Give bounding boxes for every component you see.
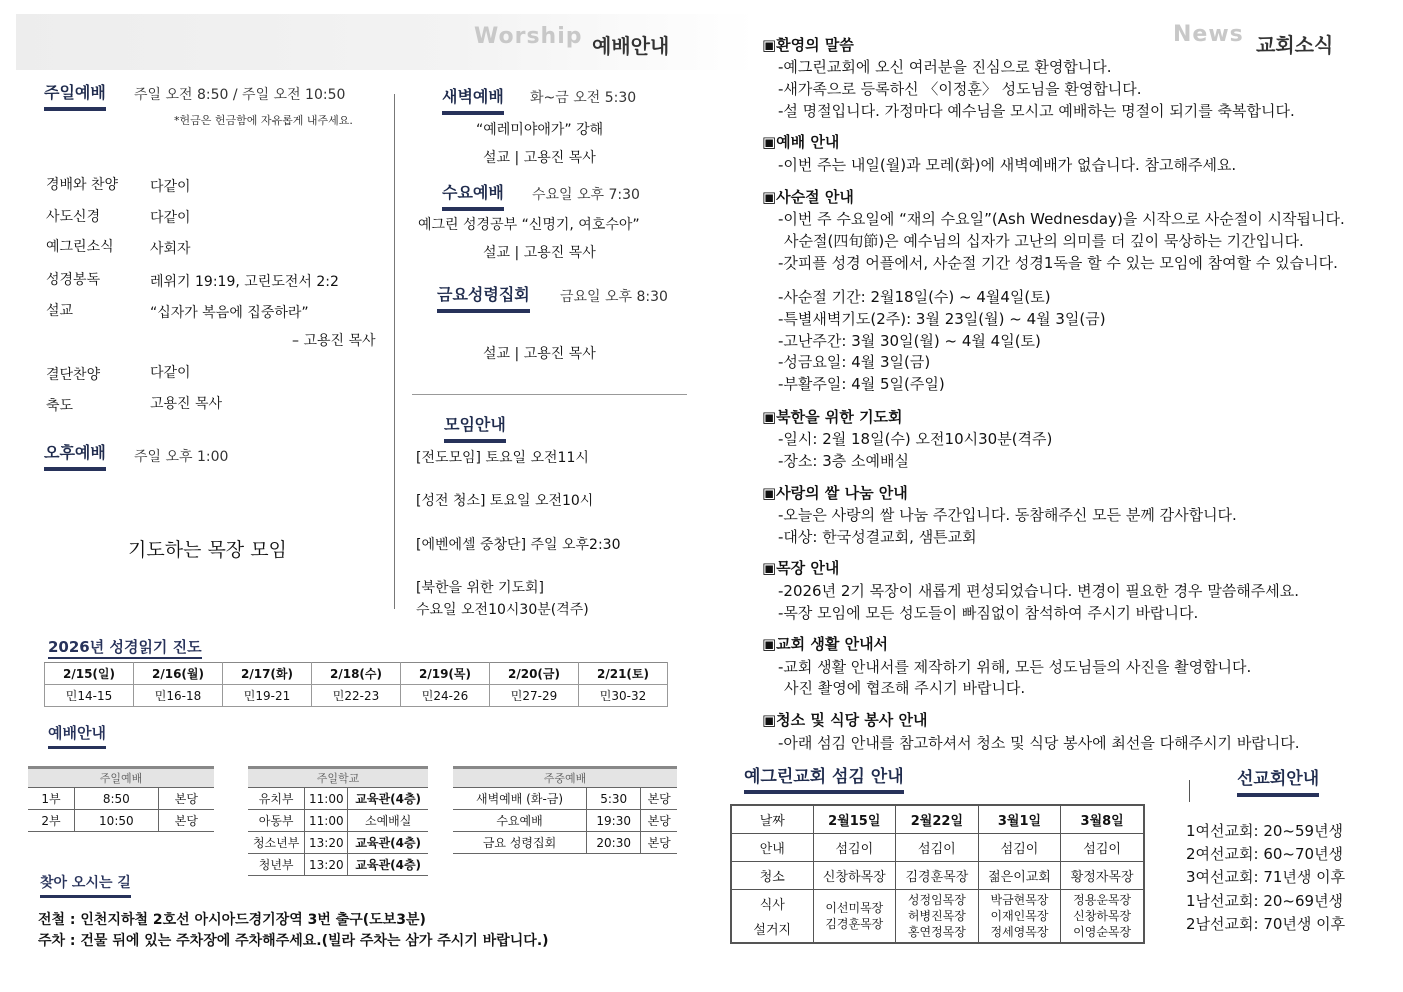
cell: 황정자목장: [1061, 861, 1144, 889]
cell: 청소: [731, 861, 813, 889]
meal-label: 식사: [759, 897, 785, 913]
cell: 11:00: [305, 788, 348, 810]
cell: 본당: [158, 788, 214, 810]
cell: 2월22일: [896, 805, 979, 833]
news-line: -일시: 2월 18일(수) 오전10시30분(격주): [778, 430, 1053, 448]
news-line: -오늘은 사랑의 쌀 나눔 주간입니다. 동참해주신 모든 분께 감사합니다.: [778, 506, 1237, 524]
order-label: 성경봉독: [46, 272, 101, 288]
cell: 젊은이교회: [978, 861, 1061, 889]
table-row: [28, 810, 214, 832]
cell: [731, 889, 813, 943]
order-value: 다같이: [150, 365, 191, 381]
news-line: -특별새벽기도(2주): 3월 23일(월) ~ 4월 3일(금): [778, 310, 1106, 328]
news-line: -고난주간: 3월 30일(월) ~ 4월 4일(토): [778, 332, 1041, 350]
meeting-item: 수요일 오전10시30분(격주): [416, 602, 589, 618]
afternoon-worship-title: 오후예배: [44, 440, 106, 471]
meeting-item: [에벤에셀 중창단] 주일 오후2:30: [416, 537, 621, 553]
cell: 신창하목장: [813, 861, 896, 889]
wednesday-worship-topic: 예그린 성경공부 “신명기, 여호수아”: [418, 217, 640, 233]
cell: 아동부: [248, 810, 305, 832]
reading-range: 민16-18: [134, 685, 223, 707]
meal-team: 신창하목장: [1073, 908, 1132, 923]
cell: 유치부: [248, 788, 305, 810]
directions-parking: 주차 : 건물 뒤에 있는 주차장에 주차해주세요.(빌라 주차는 삼가 주시기 바랍니다.): [38, 933, 549, 949]
service-table: [730, 804, 1145, 944]
service-title: 예그린교회 섬김 안내: [744, 762, 904, 794]
offering-note: *헌금은 헌금함에 자유롭게 내주세요.: [174, 114, 353, 127]
meeting-item: [성전 청소] 토요일 오전10시: [416, 493, 594, 509]
reading-date: 2/17(화): [223, 663, 312, 685]
cell: 8:50: [74, 788, 158, 810]
cell: 5:30: [587, 788, 641, 810]
news-header-en: News: [1173, 22, 1244, 47]
news-title: ▣북한을 위한 기도회: [762, 408, 903, 426]
order-label: 설교: [46, 303, 74, 319]
reading-range: 민30-32: [579, 685, 668, 707]
cell: [813, 889, 896, 943]
directions-subway: 전철 : 인천지하철 2호선 아시아드경기장역 3번 출구(도보3분): [38, 912, 426, 928]
news-title: ▣예배 안내: [762, 133, 840, 151]
table-row: [248, 788, 428, 810]
wednesday-worship-time: 수요일 오후 7:30: [532, 187, 640, 203]
mission-item: 1남선교회: 20~69년생: [1186, 892, 1344, 910]
sunday-worship-table: [28, 766, 214, 832]
friday-worship-time: 금요일 오후 8:30: [560, 289, 668, 305]
mission-item: 3여선교회: 71년생 이후: [1186, 868, 1346, 886]
order-label: 경배와 찬양: [46, 177, 119, 193]
order-label: 축도: [46, 398, 74, 414]
friday-worship-title: 금요성령집회: [437, 282, 530, 313]
news-header-ko: 교회소식: [1256, 33, 1334, 57]
cell: 소예배실: [348, 810, 428, 832]
news-line: -예그린교회에 오신 여러분을 진심으로 환영합니다.: [778, 58, 1112, 76]
cell: 교육관(4층): [348, 832, 428, 854]
table-row: [28, 788, 214, 810]
order-value: 사회자: [150, 241, 191, 257]
reading-date: 2/20(금): [490, 663, 579, 685]
news-line: -2026년 2기 목장이 새롭게 편성되었습니다. 변경이 필요한 경우 말씀해주세요.: [778, 582, 1300, 600]
cell: 섬김이: [896, 833, 979, 861]
cell: 3월1일: [978, 805, 1061, 833]
news-line: -장소: 3층 소예배실: [778, 452, 909, 470]
reading-date: 2/19(목): [401, 663, 490, 685]
news-line: 사순절(四旬節)은 예수님의 십자가 고난의 의미를 더 깊이 묵상하는 기간입니다.: [784, 232, 1304, 250]
news-line: -이번 주는 내일(월)과 모레(화)에 새벽예배가 없습니다. 참고해주세요.: [778, 156, 1237, 174]
cell: 2월15일: [813, 805, 896, 833]
mission-divider: [1189, 780, 1190, 802]
afternoon-worship-time: 주일 오후 1:00: [134, 449, 229, 465]
mission-title: 선교회안내: [1237, 764, 1319, 797]
dawn-worship-topic: “예레미야애가” 강해: [476, 122, 604, 138]
cell: 교육관(4층): [348, 854, 428, 876]
news-line: -성금요일: 4월 3일(금): [778, 353, 931, 371]
news-line: 사진 촬영에 협조해 주시기 바랍니다.: [784, 679, 1026, 697]
cell: 본당: [641, 788, 677, 810]
table-row: [248, 810, 428, 832]
table-header: 주일예배: [28, 768, 214, 788]
meetings-title: 모임안내: [444, 412, 506, 443]
cell: 11:00: [305, 810, 348, 832]
reading-range: 민27-29: [490, 685, 579, 707]
cell: 날짜: [731, 805, 813, 833]
table-row: [731, 833, 1144, 861]
cell: 섬김이: [1061, 833, 1144, 861]
cell: 안내: [731, 833, 813, 861]
cell: 10:50: [74, 810, 158, 832]
news-title: ▣사순절 안내: [762, 188, 854, 206]
meal-team: 이재인목장: [990, 908, 1049, 923]
reading-range: 민14-15: [45, 685, 134, 707]
news-line: -갓피플 성경 어플에서, 사순절 기간 성경1독을 할 수 있는 모임에 참여할 수 있습니다.: [778, 254, 1338, 272]
reading-range: 민22-23: [312, 685, 401, 707]
cell: 13:20: [305, 854, 348, 876]
meal-team: 김경훈목장: [825, 916, 884, 931]
reading-date: 2/15(일): [45, 663, 134, 685]
table-header: 주일학교: [248, 768, 428, 788]
cell: 20:30: [587, 832, 641, 854]
order-value: 고용진 목사: [150, 396, 223, 412]
dawn-worship-title: 새벽예배: [442, 84, 504, 115]
cell: 교육관(4층): [348, 788, 428, 810]
cell: 1부: [28, 788, 74, 810]
order-label: 결단찬양: [46, 367, 101, 383]
order-label: 예그린소식: [46, 239, 114, 255]
wednesday-worship-preacher: 설교 | 고용진 목사: [483, 245, 596, 261]
mission-item: 2여선교회: 60~70년생: [1186, 845, 1344, 863]
news-line: -부활주일: 4월 5일(주일): [778, 375, 945, 393]
weekday-worship-table: [453, 766, 677, 854]
meal-team: 정세영목장: [990, 924, 1049, 939]
cell: 섬김이: [813, 833, 896, 861]
table-row: [453, 788, 677, 810]
directions-title: 찾아 오시는 길: [40, 872, 131, 898]
worship-header-ko: 예배안내: [592, 34, 670, 58]
column-divider: [394, 94, 395, 609]
meal-team: 허병진목장: [907, 908, 966, 923]
worship-header-en: Worship: [474, 24, 583, 49]
cell: [978, 889, 1061, 943]
dawn-worship-preacher: 설교 | 고용진 목사: [483, 150, 596, 166]
news-line: -목장 모임에 모든 성도들이 빠짐없이 참석하여 주시기 바랍니다.: [778, 604, 1199, 622]
cell: 2부: [28, 810, 74, 832]
table-row: [248, 832, 428, 854]
table-row: [731, 861, 1144, 889]
order-value: 레위기 19:19, 고린도전서 2:2: [150, 274, 339, 290]
news-line: -아래 섬김 안내를 참고하셔서 청소 및 식당 봉사에 최선을 다해주시기 바랍니다.: [778, 734, 1300, 752]
news-title: ▣교회 생활 안내서: [762, 635, 889, 653]
meal-team: 정용운목장: [1073, 892, 1132, 907]
meal-team: 홍연정목장: [907, 924, 966, 939]
meal-team: 박금현목장: [990, 892, 1049, 907]
news-line: -사순절 기간: 2월18일(수) ~ 4월4일(토): [778, 288, 1051, 306]
cell: [896, 889, 979, 943]
meal-team: 이영순목장: [1073, 924, 1132, 939]
reading-date: 2/21(토): [579, 663, 668, 685]
news-line: -대상: 한국성결교회, 샘튼교회: [778, 528, 977, 546]
cell: 13:20: [305, 832, 348, 854]
cell: 본당: [641, 832, 677, 854]
meal-team: 성정임목장: [907, 892, 966, 907]
table-row: [731, 889, 1144, 943]
reading-date: 2/18(수): [312, 663, 401, 685]
order-value: “십자가 복음에 집중하라”: [150, 305, 309, 321]
reading-range: 민24-26: [401, 685, 490, 707]
news-line: -새가족으로 등록하신 〈이정훈〉 성도님을 환영합니다.: [778, 80, 1142, 98]
cell: 청소년부: [248, 832, 305, 854]
reading-range: 민19-21: [223, 685, 312, 707]
cell: 19:30: [587, 810, 641, 832]
news-title: ▣청소 및 식당 봉사 안내: [762, 711, 928, 729]
cell: 3월8일: [1061, 805, 1144, 833]
news-line: -이번 주 수요일에 “재의 수요일”(Ash Wednesday)을 시작으로 사순절이 시작됩니다.: [778, 210, 1345, 228]
cell: 김경훈목장: [896, 861, 979, 889]
sunday-school-table: [248, 766, 428, 876]
cell: 새벽예배 (화-금): [453, 788, 587, 810]
table-row: [453, 810, 677, 832]
order-value: 다같이: [150, 179, 191, 195]
news-title: ▣사랑의 쌀 나눔 안내: [762, 484, 908, 502]
table-header: 주중예배: [453, 768, 677, 788]
friday-worship-preacher: 설교 | 고용진 목사: [483, 346, 596, 362]
sunday-worship-times: 주일 오전 8:50 / 주일 오전 10:50: [134, 87, 346, 103]
mission-item: 2남선교회: 70년생 이후: [1186, 915, 1346, 933]
meeting-item: [북한을 위한 기도회]: [416, 580, 545, 596]
meal-team: 이선미목장: [825, 900, 884, 915]
cell: 본당: [158, 810, 214, 832]
news-line: -설 명절입니다. 가정마다 예수님을 모시고 예배하는 명절이 되기를 축복합니다.: [778, 102, 1295, 120]
mission-item: 1여선교회: 20~59년생: [1186, 822, 1344, 840]
sunday-worship-title: 주일예배: [44, 80, 106, 111]
bible-reading-table: [44, 662, 668, 707]
section-divider: [412, 394, 687, 395]
cell: 수요예배: [453, 810, 587, 832]
sermon-preacher: – 고용진 목사: [292, 333, 376, 349]
afternoon-program: 기도하는 목장 모임: [128, 539, 287, 561]
table-row: [731, 805, 1144, 833]
table-row: [453, 832, 677, 854]
dawn-worship-time: 화~금 오전 5:30: [530, 90, 637, 106]
bible-reading-title: 2026년 성경읽기 진도: [48, 636, 202, 659]
reading-date: 2/16(월): [134, 663, 223, 685]
news-title: ▣목장 안내: [762, 559, 840, 577]
cell: 청년부: [248, 854, 305, 876]
meeting-item: [전도모임] 토요일 오전11시: [416, 450, 589, 466]
table-row: [248, 854, 428, 876]
worship-guide-title: 예배안내: [48, 722, 106, 749]
news-line: -교회 생활 안내서를 제작하기 위해, 모든 성도님들의 사진을 촬영합니다.: [778, 658, 1252, 676]
order-label: 사도신경: [46, 209, 101, 225]
wednesday-worship-title: 수요예배: [442, 180, 504, 211]
dish-label: 설거지: [753, 922, 792, 938]
news-title: ▣환영의 말씀: [762, 36, 854, 54]
cell: 섬김이: [978, 833, 1061, 861]
order-value: 다같이: [150, 210, 191, 226]
cell: 금요 성령집회: [453, 832, 587, 854]
cell: 본당: [641, 810, 677, 832]
cell: [1061, 889, 1144, 943]
